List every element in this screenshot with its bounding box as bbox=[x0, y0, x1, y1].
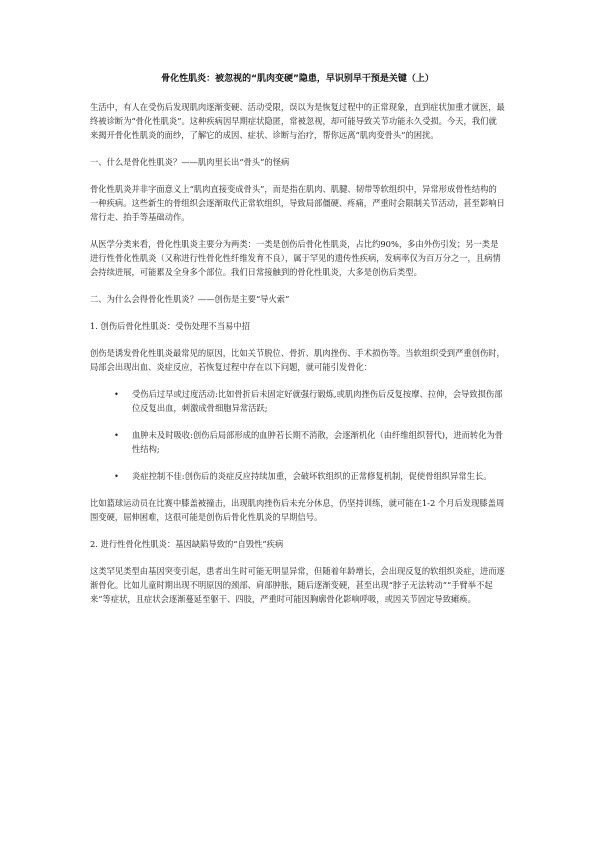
bullet-icon: • bbox=[114, 389, 119, 399]
subsection-2-heading: 2. 进行性骨化性肌炎：基因缺陷导致的“自毁性”疾病 bbox=[90, 539, 284, 549]
section-2-heading: 二、为什么会得骨化性肌炎？——创伤是主要“导火索” bbox=[90, 294, 290, 304]
bullet-text: 受伤后过早或过度活动:比如骨折后未固定好就强行锻炼,或肌肉挫伤后反复按摩、拉伸，会导致损伤部位反复出血，刺激成骨细胞异常活跃; bbox=[132, 389, 503, 413]
bullet-item bbox=[90, 469, 505, 483]
subsection-1-paragraph-1: 创伤是诱发骨化性肌炎最常见的原因，比如关节脱位、骨折、肌肉挫伤、手术损伤等。当软组织受到严重创伤时，局部会出现出血、炎症反应，若恢复过程中存在以下问题，就可能引发骨化： bbox=[90, 348, 505, 372]
subsection-1-heading: 1. 创伤后骨化性肌炎：受伤处理不当易中招 bbox=[90, 321, 250, 331]
bullet-icon: • bbox=[114, 430, 119, 440]
subsection-2-paragraph-1: 这类罕见类型由基因突变引起，患者出生时可能无明显异常，但随着年龄增长，会出现反复的软组织炎症，进而逐渐骨化。比如儿童时期出现不明原因的颈部、肩部肿胀，随后逐渐变硬，甚至出现“脖子无法转动”“手臂举不起来”等症状，且症状会逐渐蔓延至躯干、四肢，严重时可能因胸廓骨化影响呼吸，或因关节固定导致瘫痪。 bbox=[90, 566, 505, 604]
section-1-paragraph-2: 从医学分类来看，骨化性肌炎主要分为两类：一类是创伤后骨化性肌炎，占比约90%，多由外伤引发；另一类是进行性骨化性肌炎（又称进行性骨化性纤维发育不良），属于罕见的遗传性疾病，发病率仅为百万分之一，且病情会持续进展，可能累及全身多个部位。我们日常接触到的骨化性肌炎，大多是创伤后类型。 bbox=[90, 239, 501, 277]
bullet-text: 炎症控制不佳:创伤后的炎症反应持续加重，会破坏软组织的正常修复机制，促使骨组织异常生长。 bbox=[132, 471, 492, 481]
bullet-item bbox=[90, 428, 505, 456]
document-title: 骨化性肌炎：被忽视的“肌肉变硬”隐患，早识别早干预是关键（上） bbox=[161, 74, 434, 84]
cause-bullet-list bbox=[90, 387, 505, 483]
section-1-heading: 一、什么是骨化性肌炎？——肌肉里长出“骨头”的怪病 bbox=[90, 157, 290, 167]
intro-paragraph: 生活中，有人在受伤后发现肌肉逐渐变硬、活动受限，误以为是恢复过程中的正常现象，直到症状加重才就医，最终被诊断为“骨化性肌炎”。这种疾病因早期症状隐匿，常被忽视，却可能导致关节功能永久受损。今天，我们就来揭开骨化性肌炎的面纱，了解它的成因、症状、诊断与治疗，帮你远离“肌肉变骨头”的困扰。 bbox=[90, 102, 505, 140]
bullet-text: 血肿未及时吸收:创伤后局部形成的血肿若长期不消散，会逐渐机化（由纤维组织替代)，进而转化为骨性结构; bbox=[132, 430, 504, 454]
bullet-icon: • bbox=[114, 471, 119, 481]
section-1-paragraph-1: 骨化性肌炎并非字面意义上“肌肉直接变成骨头”，而是指在肌肉、肌腱、韧带等软组织中，异常形成骨性结构的一种疾病。这些新生的骨组织会逐渐取代正常软组织，导致局部僵硬、疼痛，严重时会限制关节活动，甚至影响日常行走、抬手等基础动作。 bbox=[90, 184, 505, 222]
subsection-1-paragraph-2: 比如篮球运动员在比赛中膝盖被撞击，出现肌肉挫伤后未充分休息，仍坚持训练，就可能在1-2 个月后发现膝盖周围变硬，屈伸困难，这很可能是创伤后骨化性肌炎的早期信号。 bbox=[90, 498, 505, 522]
bullet-item bbox=[90, 387, 505, 415]
